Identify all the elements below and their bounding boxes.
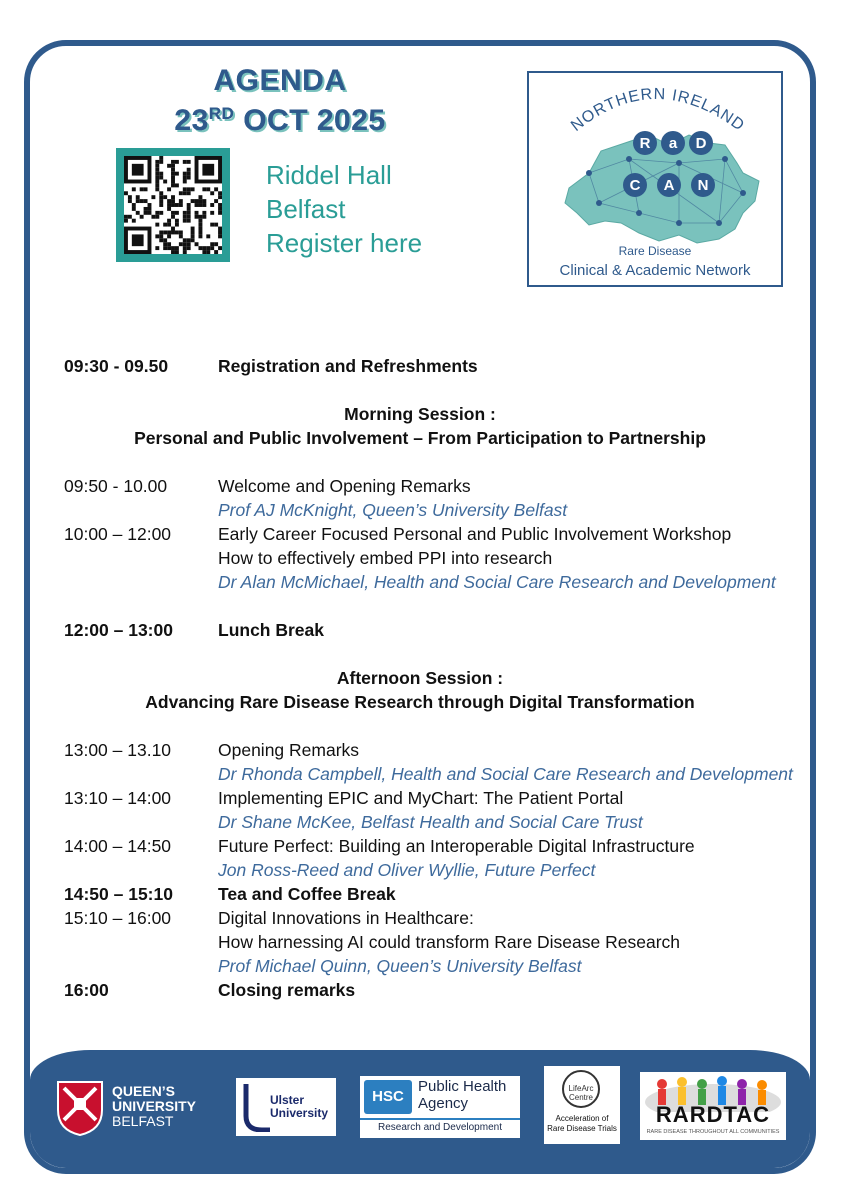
public-health-agency-logo xyxy=(360,1076,520,1138)
lifearc-centre-logo xyxy=(544,1066,620,1144)
ulster-university-logo xyxy=(236,1078,336,1136)
item-title: Registration and Refreshments xyxy=(218,356,478,376)
lifearc-line1: Acceleration of xyxy=(555,1114,609,1123)
qub-line2: UNIVERSITY xyxy=(112,1098,197,1114)
logo-sub2: Clinical & Academic Network xyxy=(559,262,751,279)
pha-line1: Public Health xyxy=(418,1078,507,1095)
lifearc-badge: LifeArc Centre xyxy=(562,1070,600,1108)
item-time: 12:00 – 13:00 xyxy=(64,620,173,640)
item-time: 09:50 - 10.00 xyxy=(64,476,168,496)
rardtac-tagline: RARE DISEASE THROUGHOUT ALL COMMUNITIES xyxy=(646,1129,780,1135)
svg-text:C: C xyxy=(629,177,641,194)
qub-line3: BELFAST xyxy=(112,1113,174,1129)
ulster-line2: University xyxy=(270,1106,329,1120)
pha-subtitle: Research and Development xyxy=(360,1118,520,1136)
qub-crest-icon xyxy=(56,1080,104,1136)
rardtac-logo xyxy=(640,1072,786,1140)
svg-text:NORTHERN IRELAND xyxy=(568,86,748,135)
hsc-badge: HSC xyxy=(364,1080,412,1114)
venue-name: Riddel Hall xyxy=(266,160,392,190)
item-title: Welcome and Opening Remarks xyxy=(218,476,471,496)
ulster-crest-icon xyxy=(242,1082,272,1132)
page-frame: AGENDA 23RD OCT 2025 Riddel Hall Belfast Register here NORTHERN IRELAND R a D C A N Rare Disease Clinical & Academic Network 09:30 - 09.50 Registration and Refreshments Morning Session : Personal and Public Involvement – From Participation to Partnership 09:50 - 10.00 Welcome and Opening Remarks Prof AJ McKnight, Queen’s University Belfast 10:00 – 12:00 Early Career Focused Personal and Public Involvement Workshop How to effectively embed PPI into research Dr Alan McMichael, Health and Social Care Research and Development 12:00 – 13:00 Lunch Break Afternoon Session : Advancing Rare Disease Research through Digital Transformation 13:00 – 13.10 Opening Remarks Dr Rhonda Campbell, Health and Social Care Research and Development 13:10 – 14:00 Implementing EPIC and MyChart: The Patient Portal Dr Shane McKee, Belfast Health and Social Care Trust 14:00 – 14:50 Future Perfect: Building an Interoperable Digital Infrastructure Jon Ross-Reed and Oliver Wyllie, Future Perfect 14:50 – 15:10 Tea and Coffee Break 15:10 – 16:00 Digital Innovations in Healthcare: How harnessing AI could transform Rare Disease Research Prof Michael Quinn, Queen’s University Belfast 16:00 Closing remarks QUEEN’S UNIVERSITY BELFAST Ulster University HSC Public Health Agency Research and Development LifeArc Centre Acceleration of Rare Disease Trials RARDTAC RARE DISEASE THROUGHOUT ALL COMMUNITIES xyxy=(24,40,816,1174)
rardtac-wordmark: RARDTAC xyxy=(655,1102,771,1127)
afternoon-session-heading: Afternoon Session : xyxy=(336,668,504,688)
event-date: 23RD OCT 2025 xyxy=(174,104,386,137)
item-title: Opening Remarks xyxy=(218,740,360,760)
item-title: Implementing EPIC and MyChart: The Patient Portal xyxy=(218,788,624,808)
item-title: Tea and Coffee Break xyxy=(218,884,396,904)
afternoon-session-subheading: Advancing Rare Disease Research through Digital Transformation xyxy=(145,692,695,712)
northern-ireland-map-icon xyxy=(529,73,781,285)
registration-qr-code[interactable] xyxy=(116,148,230,262)
qub-line1: QUEEN’S xyxy=(112,1083,176,1099)
item-time: 09:30 - 09.50 xyxy=(64,356,169,376)
item-title: Early Career Focused Personal and Public Involvement Workshop xyxy=(218,524,732,544)
qr-code-pattern xyxy=(124,156,222,254)
qub-logo xyxy=(56,1080,216,1136)
item-time: 13:10 – 14:00 xyxy=(64,788,172,808)
register-link[interactable]: Register here xyxy=(266,228,423,258)
lifearc-line2: Rare Disease Trials xyxy=(547,1124,617,1133)
item-time: 14:00 – 14:50 xyxy=(64,836,172,856)
svg-text:a: a xyxy=(668,135,678,152)
pha-line2: Agency xyxy=(418,1095,469,1112)
item-time: 10:00 – 12:00 xyxy=(64,524,172,544)
morning-session-subheading: Personal and Public Involvement – From Participation to Partnership xyxy=(134,428,706,448)
item-time: 14:50 – 15:10 xyxy=(64,884,173,904)
item-title: Closing remarks xyxy=(218,980,356,1000)
item-time: 16:00 xyxy=(64,980,109,1000)
svg-text:N: N xyxy=(697,177,709,194)
venue-block xyxy=(266,158,422,260)
svg-text:A: A xyxy=(663,177,675,194)
partner-logos-footer xyxy=(30,1050,810,1168)
item-title: Future Perfect: Building an Interoperable Digital Infrastructure xyxy=(218,836,695,856)
rad-can-logo xyxy=(527,71,783,287)
venue-city: Belfast xyxy=(266,194,346,224)
item-title: Digital Innovations in Healthcare: xyxy=(218,908,474,928)
item-time: 13:00 – 13.10 xyxy=(64,740,172,760)
agenda-title: AGENDA xyxy=(213,64,347,97)
ulster-line1: Ulster xyxy=(270,1093,305,1107)
svg-text:D: D xyxy=(695,135,707,152)
item-time: 15:10 – 16:00 xyxy=(64,908,172,928)
logo-sub1: Rare Disease xyxy=(618,244,692,258)
item-title: Lunch Break xyxy=(218,620,324,640)
morning-session-heading: Morning Session : xyxy=(344,404,496,424)
svg-text:R: R xyxy=(639,135,651,152)
logo-arc-text: NORTHERN IRELAND xyxy=(567,85,748,135)
